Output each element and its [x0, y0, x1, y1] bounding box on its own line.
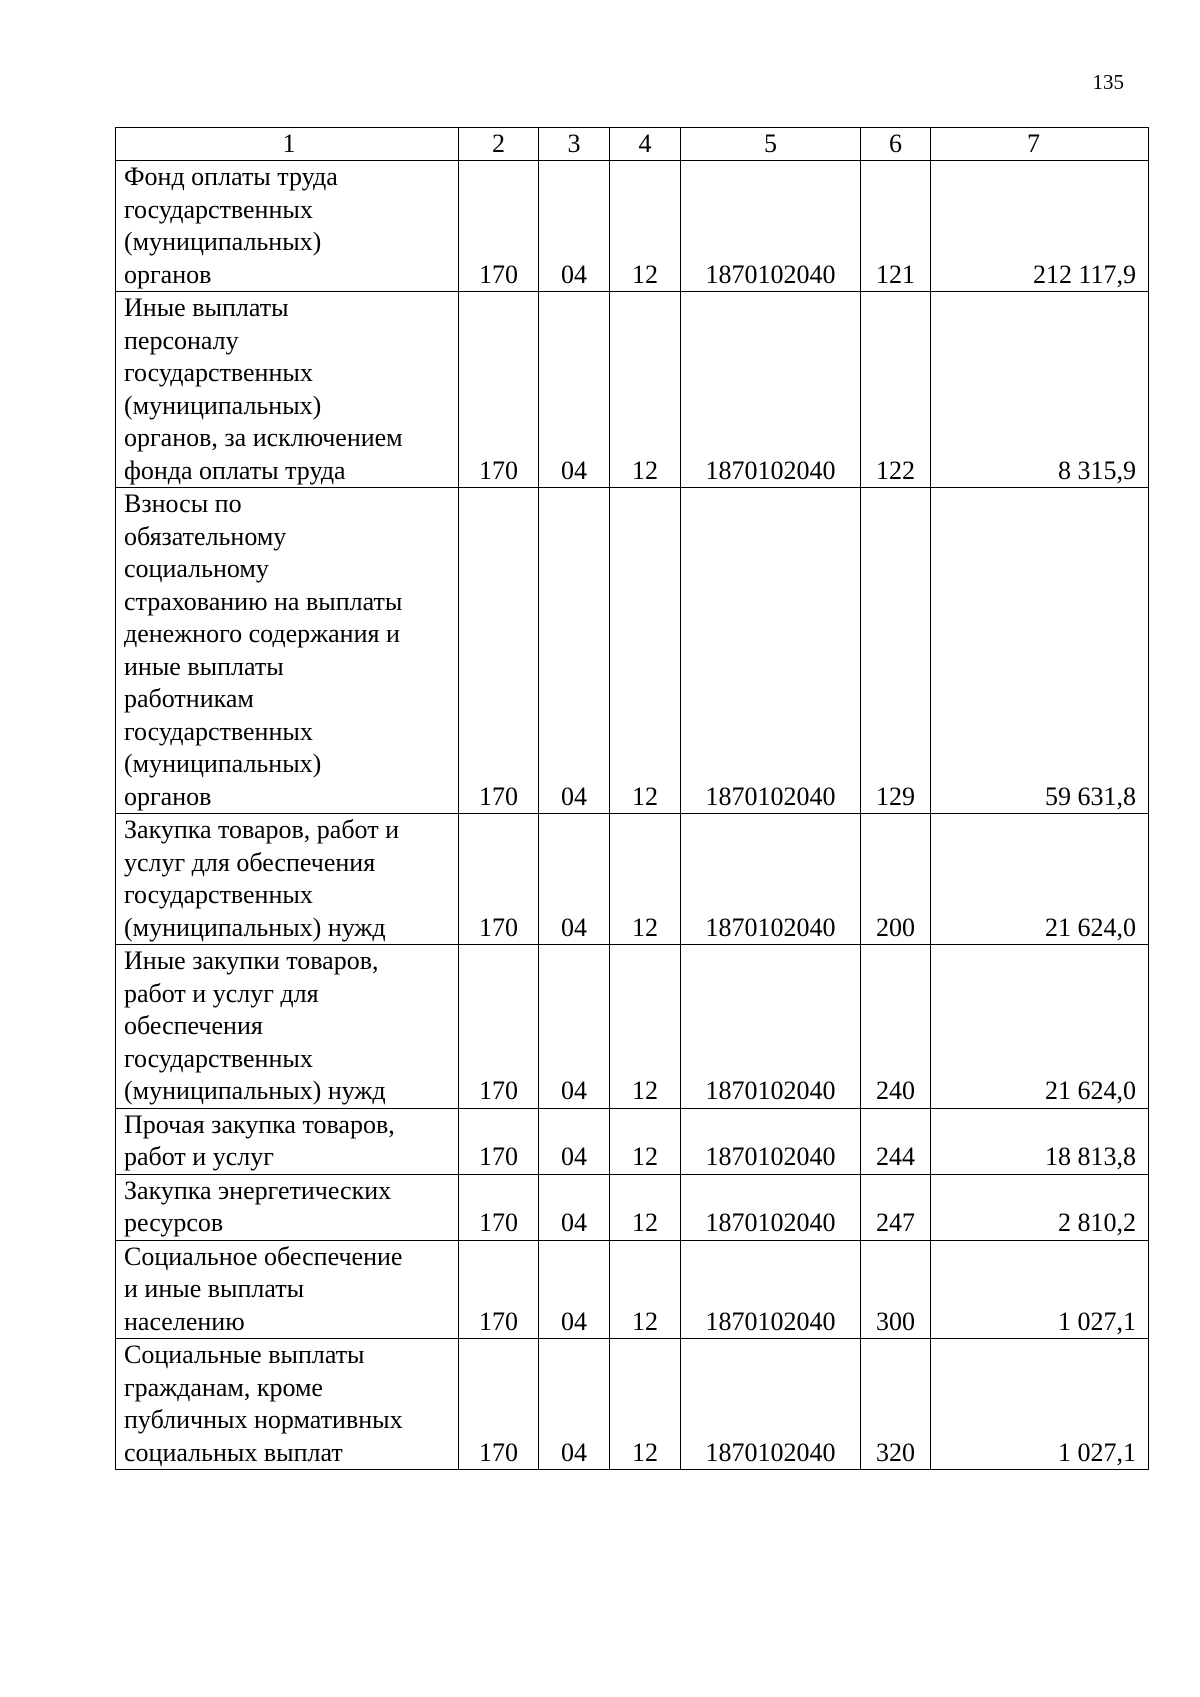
row-cell-3: 04	[539, 1174, 610, 1240]
row-description-cell	[116, 1339, 459, 1470]
row-description: Фонд оплаты труда государственных (муниципальных) органов	[124, 162, 338, 289]
table-row	[116, 814, 1149, 945]
row-description-cell	[116, 1240, 459, 1339]
row-cell-4: 12	[610, 292, 681, 488]
row-cell-6: 240	[861, 945, 931, 1109]
row-cell-6: 247	[861, 1174, 931, 1240]
row-amount-cell: 8 315,9	[931, 292, 1149, 488]
row-cell-5: 1870102040	[681, 488, 861, 814]
row-amount-cell: 21 624,0	[931, 945, 1149, 1109]
header-cell-5: 5	[681, 128, 861, 161]
row-cell-2: 170	[459, 292, 539, 488]
table-row	[116, 945, 1149, 1109]
row-cell-5: 1870102040	[681, 1174, 861, 1240]
row-cell-6: 320	[861, 1339, 931, 1470]
row-description-cell	[116, 292, 459, 488]
table-header-row	[116, 128, 1149, 161]
row-cell-4: 12	[610, 1240, 681, 1339]
table-row	[116, 1108, 1149, 1174]
row-description-cell	[116, 945, 459, 1109]
header-cell-4: 4	[610, 128, 681, 161]
row-description: Иные выплаты персоналу государственных (муниципальных) органов, за исключением фонда оплаты труда	[124, 293, 403, 485]
row-description-cell	[116, 1174, 459, 1240]
row-cell-5: 1870102040	[681, 1240, 861, 1339]
row-description-cell	[116, 488, 459, 814]
table-row	[116, 1240, 1149, 1339]
row-cell-6: 129	[861, 488, 931, 814]
table-row	[116, 161, 1149, 292]
header-cell-2: 2	[459, 128, 539, 161]
row-cell-5: 1870102040	[681, 945, 861, 1109]
row-description-cell	[116, 814, 459, 945]
row-cell-2: 170	[459, 1174, 539, 1240]
row-description-cell	[116, 1108, 459, 1174]
row-cell-4: 12	[610, 814, 681, 945]
row-cell-2: 170	[459, 1339, 539, 1470]
row-cell-2: 170	[459, 1240, 539, 1339]
row-cell-2: 170	[459, 945, 539, 1109]
row-description: Иные закупки товаров, работ и услуг для обеспечения государственных (муниципальных) нужд	[124, 946, 386, 1105]
row-description-cell	[116, 161, 459, 292]
row-cell-3: 04	[539, 488, 610, 814]
row-amount-cell: 59 631,8	[931, 488, 1149, 814]
row-cell-4: 12	[610, 1108, 681, 1174]
row-cell-6: 122	[861, 292, 931, 488]
row-cell-5: 1870102040	[681, 161, 861, 292]
row-description: Прочая закупка товаров, работ и услуг	[124, 1109, 395, 1171]
row-description: Закупка энергетических ресурсов	[124, 1175, 392, 1237]
row-amount-cell: 212 117,9	[931, 161, 1149, 292]
row-cell-2: 170	[459, 488, 539, 814]
row-cell-4: 12	[610, 945, 681, 1109]
row-cell-3: 04	[539, 814, 610, 945]
row-cell-2: 170	[459, 161, 539, 292]
table-body	[116, 161, 1149, 1470]
row-description: Закупка товаров, работ и услуг для обеспечения государственных (муниципальных) нужд	[124, 815, 399, 942]
row-cell-6: 200	[861, 814, 931, 945]
header-cell-7: 7	[931, 128, 1149, 161]
row-cell-2: 170	[459, 1108, 539, 1174]
row-cell-4: 12	[610, 1339, 681, 1470]
row-cell-6: 244	[861, 1108, 931, 1174]
row-description: Социальное обеспечение и иные выплаты населению	[124, 1241, 403, 1336]
row-amount-cell: 21 624,0	[931, 814, 1149, 945]
row-description: Взносы по обязательному социальному страхованию на выплаты денежного содержания и иные выплаты работникам государственных (муниципальных) органов	[124, 489, 403, 811]
row-cell-3: 04	[539, 161, 610, 292]
header-cell-1: 1	[116, 128, 459, 161]
row-cell-5: 1870102040	[681, 292, 861, 488]
table-row	[116, 488, 1149, 814]
table-row	[116, 292, 1149, 488]
table-row	[116, 1174, 1149, 1240]
row-cell-5: 1870102040	[681, 814, 861, 945]
row-amount-cell: 1 027,1	[931, 1240, 1149, 1339]
row-amount-cell: 2 810,2	[931, 1174, 1149, 1240]
row-cell-2: 170	[459, 814, 539, 945]
row-cell-3: 04	[539, 1339, 610, 1470]
row-cell-3: 04	[539, 945, 610, 1109]
table-row	[116, 1339, 1149, 1470]
row-cell-5: 1870102040	[681, 1108, 861, 1174]
page-number: 135	[1092, 70, 1124, 94]
row-amount-cell: 18 813,8	[931, 1108, 1149, 1174]
header-cell-6: 6	[861, 128, 931, 161]
row-cell-4: 12	[610, 1174, 681, 1240]
row-cell-3: 04	[539, 292, 610, 488]
row-cell-4: 12	[610, 488, 681, 814]
row-cell-6: 300	[861, 1240, 931, 1339]
row-cell-3: 04	[539, 1240, 610, 1339]
row-amount-cell: 1 027,1	[931, 1339, 1149, 1470]
row-cell-6: 121	[861, 161, 931, 292]
row-description: Социальные выплаты гражданам, кроме публичных нормативных социальных выплат	[124, 1340, 403, 1467]
row-cell-3: 04	[539, 1108, 610, 1174]
header-cell-3: 3	[539, 128, 610, 161]
row-cell-5: 1870102040	[681, 1339, 861, 1470]
row-cell-4: 12	[610, 161, 681, 292]
budget-table	[115, 127, 1149, 1470]
